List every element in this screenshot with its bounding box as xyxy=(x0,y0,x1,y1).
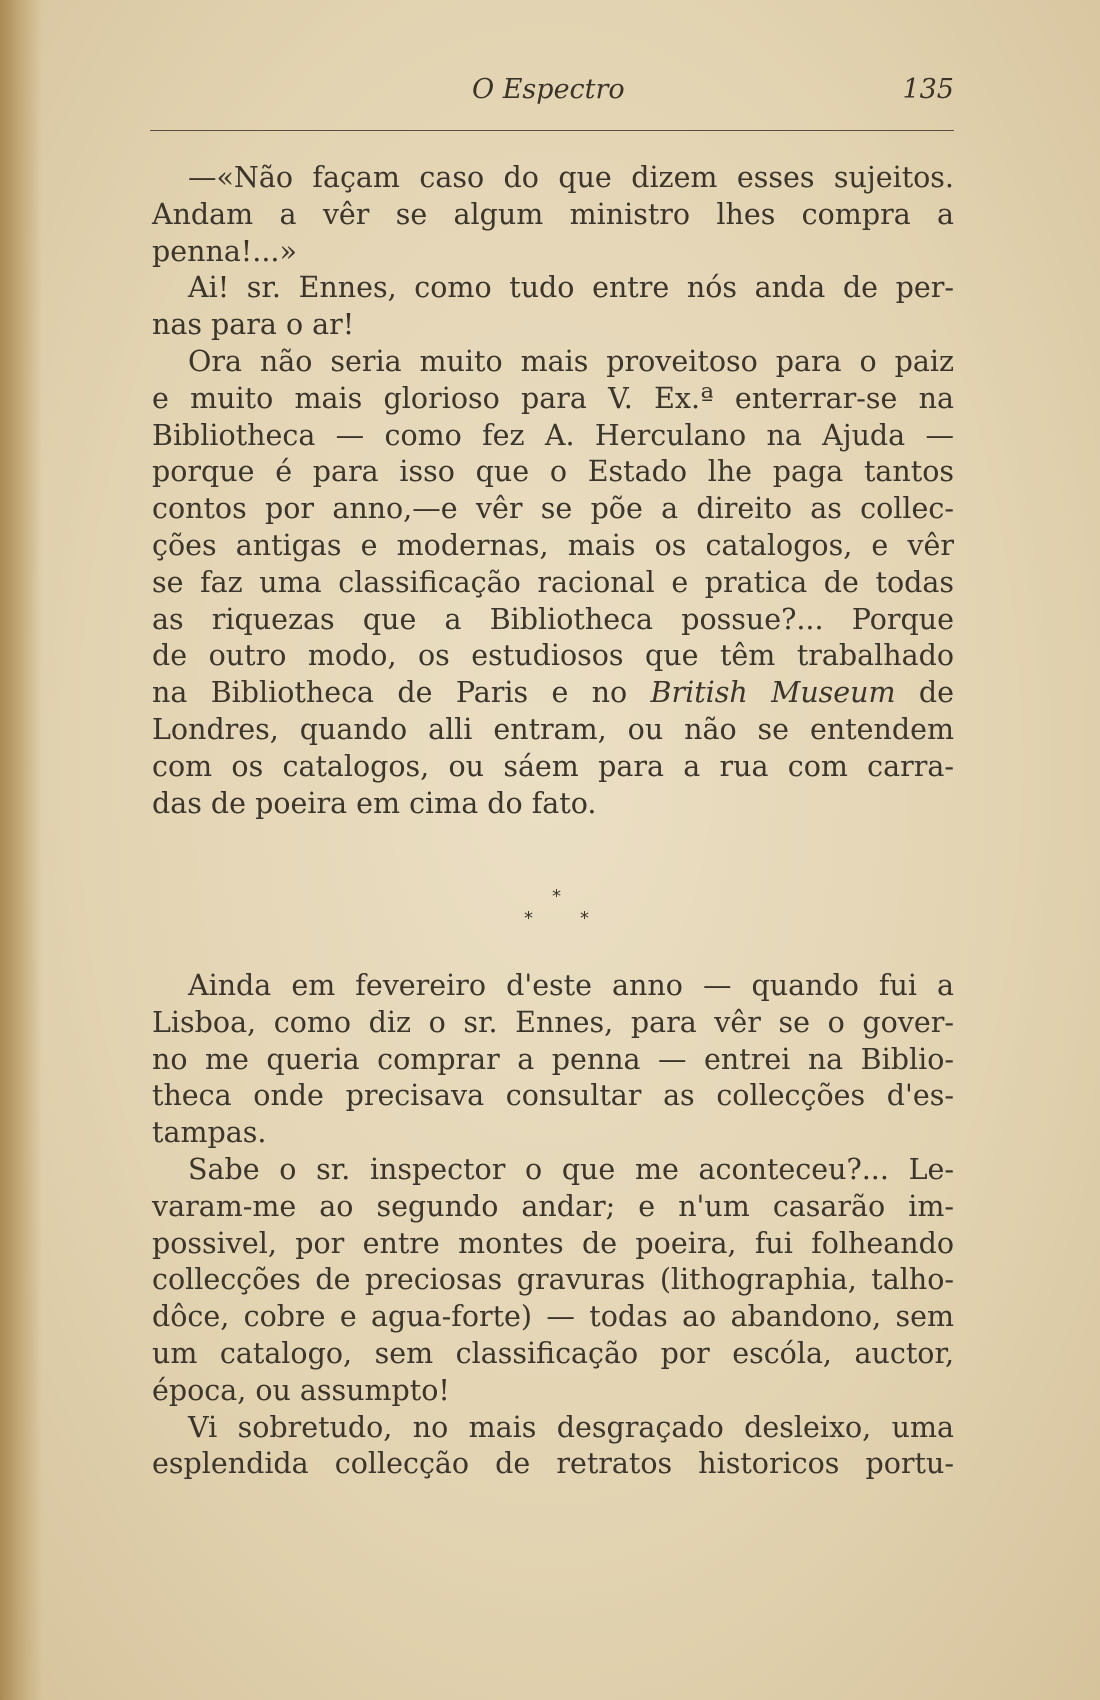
text-line: esplendida collecção de retratos historicos portu- xyxy=(152,1447,954,1481)
text-line: Londres, quando alli entram, ou não se entendem xyxy=(152,712,954,746)
text-line: Lisboa, como diz o sr. Ennes, para vêr se o gover- xyxy=(152,1005,954,1039)
text-line: e muito mais glorioso para V. Ex.ª enterrar-se na xyxy=(152,381,954,415)
text-line: se faz uma classificação racional e pratica de todas xyxy=(152,565,954,599)
text-line: ções antigas e modernas, mais os catalogos, e vêr xyxy=(152,528,954,562)
text-line: penna!...» xyxy=(152,234,297,268)
text-block-2 xyxy=(152,968,954,1483)
text-line: com os catalogos, ou sáem para a rua com carra- xyxy=(152,749,954,783)
text-line: Ora não seria muito mais proveitoso para o paiz xyxy=(188,344,954,378)
text-line: de outro modo, os estudiosos que têm trabalhado xyxy=(152,639,954,673)
text-line: dôce, cobre e agua-forte) — todas ao abandono, sem xyxy=(152,1300,954,1334)
section-asterism xyxy=(520,886,610,946)
header-rule xyxy=(150,130,954,131)
text-line: porque é para isso que o Estado lhe paga tantos xyxy=(152,455,954,489)
running-title: O Espectro xyxy=(472,74,625,105)
italic-title: British Museum xyxy=(650,676,896,710)
text-segment: na Bibliotheca de Paris e no xyxy=(152,676,651,710)
running-header xyxy=(150,74,954,114)
text-line: no me queria comprar a penna — entrei na Biblio- xyxy=(152,1042,954,1076)
text-line: possivel, por entre montes de poeira, fui folheando xyxy=(152,1226,954,1260)
text-line: Andam a vêr se algum ministro lhes compra a xyxy=(152,197,954,231)
text-line: Bibliotheca — como fez A. Herculano na Ajuda — xyxy=(152,418,954,452)
text-line: theca onde precisava consultar as collecções d'es- xyxy=(152,1079,954,1113)
text-line: tampas. xyxy=(152,1116,267,1150)
page-gutter-shadow xyxy=(0,0,42,1700)
text-line: collecções de preciosas gravuras (lithographia, talho- xyxy=(152,1263,954,1297)
page-number: 135 xyxy=(902,74,954,105)
text-line: Ainda em fevereiro d'este anno — quando fui a xyxy=(188,969,954,1002)
text-line: um catalogo, sem classificação por escóla, auctor, xyxy=(152,1336,954,1370)
text-line: das de poeira em cima do fato. xyxy=(152,786,597,820)
text-line: época, ou assumpto! xyxy=(152,1373,450,1407)
text-line: Ai! sr. Ennes, como tudo entre nós anda de per- xyxy=(188,271,954,305)
text-line: nas para o ar! xyxy=(152,308,355,342)
text-line: contos por anno,—e vêr se põe a direito as collec- xyxy=(152,492,954,526)
asterisk-mark: * xyxy=(552,886,561,907)
text-line: as riquezas que a Bibliotheca possue?... Porque xyxy=(152,602,954,636)
asterisk-mark: * xyxy=(524,908,533,929)
text-line: —«Não façam caso do que dizem esses sujeitos. xyxy=(188,161,954,194)
text-line: Vi sobretudo, no mais desgraçado desleixo, uma xyxy=(188,1410,954,1444)
text-segment: de xyxy=(895,676,955,710)
text-line: Sabe o sr. inspector o que me aconteceu?... Le- xyxy=(188,1152,954,1186)
text-line: varam-me ao segundo andar; e n'um casarão im- xyxy=(152,1189,954,1223)
asterisk-mark: * xyxy=(580,908,589,929)
text-line-with-italic xyxy=(152,675,954,712)
text-block-1 xyxy=(152,160,954,822)
